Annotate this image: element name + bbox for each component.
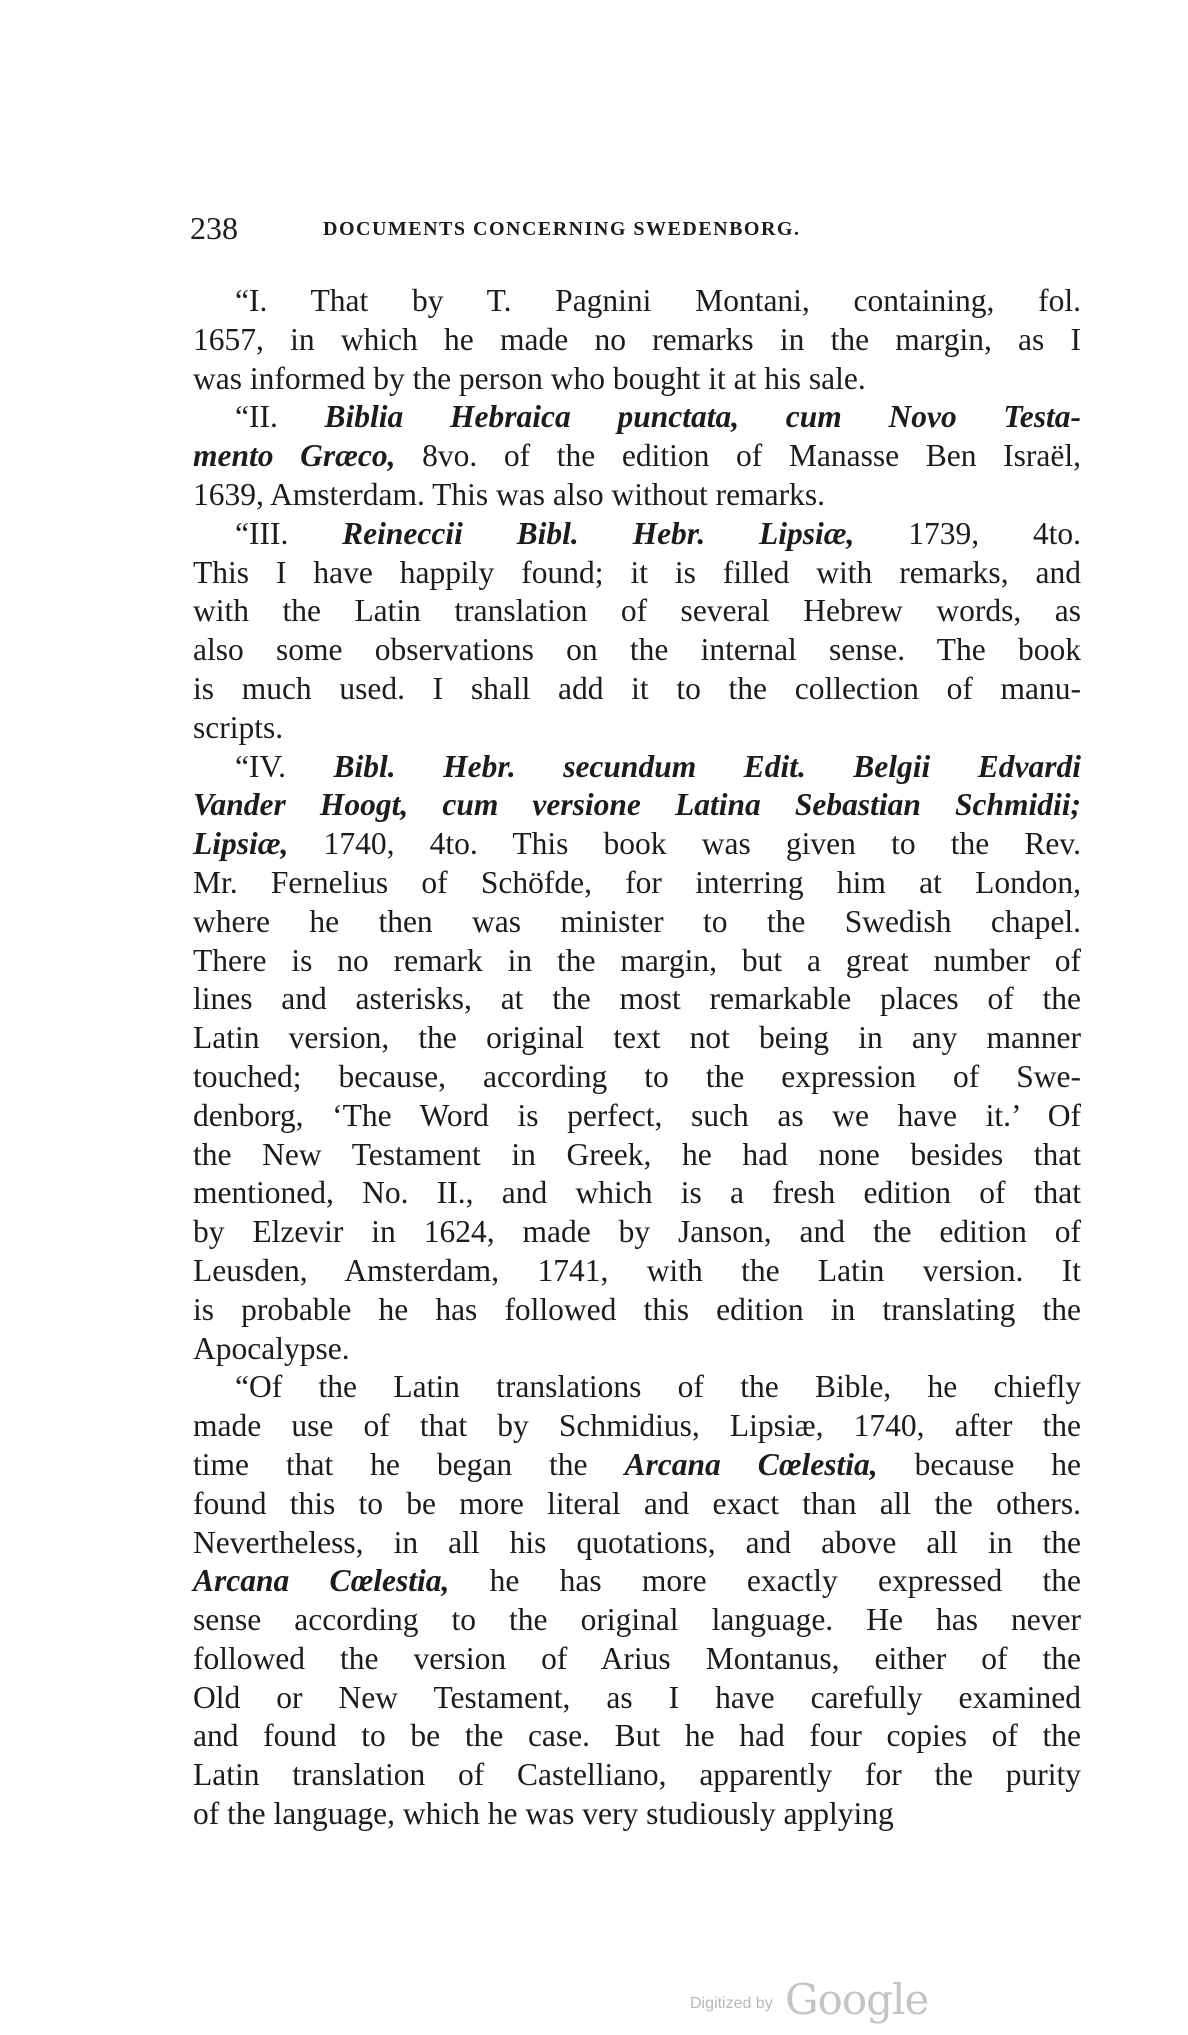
digitized-by-label: Digitized by — [690, 1995, 773, 2012]
text-line: is much used. I shall add it to the collection of manu- — [193, 670, 1081, 706]
text-line: Leusden, Amsterdam, 1741, with the Latin version. It — [193, 1252, 1081, 1288]
text-line: with the Latin translation of several Hebrew words, as — [193, 593, 1081, 629]
text-line: denborg, ‘The Word is perfect, such as we have it.’ Of — [193, 1097, 1081, 1133]
text-line: by Elzevir in 1624, made by Janson, and the edition of — [193, 1214, 1081, 1250]
text-line: lines and asterisks, at the most remarkable places of the — [193, 981, 1081, 1017]
text-line: also some observations on the internal sense. The book — [193, 632, 1081, 668]
text-line: Latin translation of Castelliano, apparently for the purity — [193, 1757, 1081, 1793]
text-line: was informed by the person who bought it at his sale. — [193, 360, 866, 396]
text-line: Mr. Fernelius of Schöfde, for interring him at London, — [193, 864, 1081, 900]
page-number: 238 — [190, 210, 238, 246]
text-line: touched; because, according to the expression of Swe- — [193, 1058, 1081, 1094]
text-line: time that he began the Arcana Cœlestia, because he — [193, 1446, 1081, 1482]
text-line: is probable he has followed this edition in translating the — [193, 1291, 1081, 1327]
text-line: “I. That by T. Pagnini Montani, containing, fol. — [235, 283, 1081, 318]
text-line: “III. Reineccii Bibl. Hebr. Lipsiæ, 1739, 4to. — [235, 515, 1081, 551]
text-line: Latin version, the original text not being in any manner — [193, 1020, 1081, 1056]
text-line: where he then was minister to the Swedish chapel. — [193, 903, 1081, 939]
text-line: There is no remark in the margin, but a great number of — [193, 942, 1081, 978]
text-line: 1657, in which he made no remarks in the margin, as I — [193, 321, 1081, 357]
paragraph — [193, 748, 1081, 1369]
page-header — [190, 208, 1090, 248]
text-line: Arcana Cœlestia, he has more exactly expressed the — [193, 1563, 1081, 1599]
text-line: found this to be more literal and exact than all the others. — [193, 1485, 1081, 1521]
paragraph — [193, 398, 1081, 514]
text-line: followed the version of Arius Montanus, either of the — [193, 1640, 1081, 1676]
text-line: Nevertheless, in all his quotations, and above all in the — [193, 1524, 1081, 1560]
text-line: “IV. Bibl. Hebr. secundum Edit. Belgii Edvardi — [235, 748, 1081, 784]
text-line: made use of that by Schmidius, Lipsiæ, 1740, after the — [193, 1408, 1081, 1444]
google-logo: Google — [785, 1975, 929, 2024]
text-line: mento Græco, 8vo. of the edition of Manasse Ben Israël, — [193, 438, 1081, 474]
digitization-watermark — [690, 1975, 990, 2025]
text-line: Old or New Testament, as I have carefully examined — [193, 1679, 1081, 1715]
text-line: scripts. — [193, 709, 284, 745]
paragraph — [193, 1368, 1081, 1834]
text-line: Lipsiæ, 1740, 4to. This book was given to the Rev. — [193, 826, 1081, 862]
body-text — [193, 282, 1081, 1834]
text-line: mentioned, No. II., and which is a fresh edition of that — [193, 1175, 1081, 1211]
text-line: and found to be the case. But he had four copies of the — [193, 1718, 1081, 1754]
text-line: Vander Hoogt, cum versione Latina Sebastian Schmidii; — [193, 787, 1081, 823]
text-line: “II. Biblia Hebraica punctata, cum Novo Testa- — [235, 399, 1081, 435]
paragraph — [193, 282, 1081, 398]
text-line: of the language, which he was very studiously applying — [193, 1796, 894, 1832]
text-line: This I have happily found; it is filled with remarks, and — [193, 554, 1081, 590]
text-line: the New Testament in Greek, he had none besides that — [193, 1136, 1081, 1172]
text-line: “Of the Latin translations of the Bible, he chiefly — [235, 1369, 1081, 1405]
text-line: sense according to the original language. He has never — [193, 1602, 1081, 1638]
running-head: DOCUMENTS CONCERNING SWEDENBORG. — [323, 218, 801, 240]
paragraph — [193, 515, 1081, 748]
text-line: Apocalypse. — [193, 1330, 350, 1366]
text-line: 1639, Amsterdam. This was also without remarks. — [193, 476, 825, 512]
